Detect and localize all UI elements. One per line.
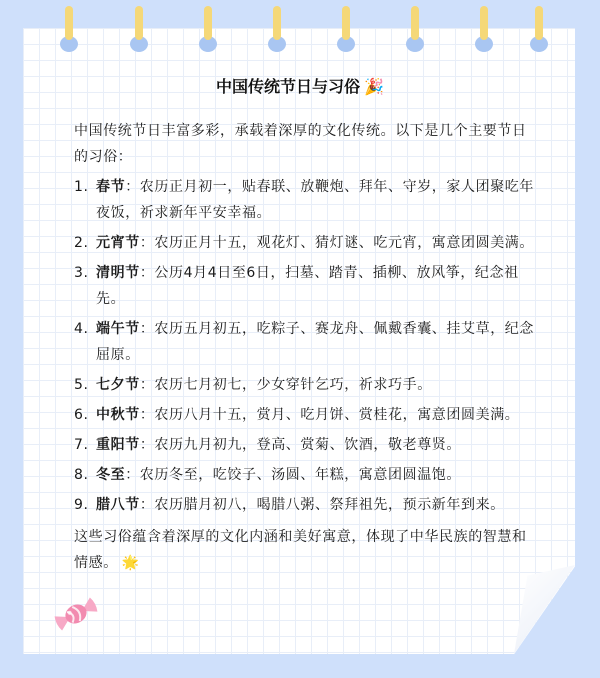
ring-bar (342, 6, 350, 40)
binder-ring (132, 0, 146, 50)
ring-bar (204, 6, 212, 40)
item-number: 1. (74, 179, 89, 195)
title-text: 中国传统节日与习俗 (216, 77, 361, 96)
binder-ring (532, 0, 546, 50)
item-number: 9. (74, 497, 89, 513)
binder-ring (339, 0, 353, 50)
intro-paragraph: 中国传统节日丰富多彩，承载着深厚的文化传统。以下是几个主要节日的习俗： (74, 123, 527, 165)
item-number: 4. (74, 321, 89, 337)
festival-name: 端午节 (96, 321, 140, 337)
festival-description: ：农历正月十五，观花灯、猜灯谜、吃元宵，寓意团圆美满。 (139, 235, 535, 251)
festival-list (74, 174, 538, 518)
festival-name: 七夕节 (96, 377, 140, 393)
festival-item (74, 432, 538, 458)
item-number: 5. (74, 377, 89, 393)
binder-ring (408, 0, 422, 50)
item-number: 3. (74, 265, 89, 281)
ring-bar (411, 6, 419, 40)
item-number: 7. (74, 437, 89, 453)
festival-item (74, 260, 538, 312)
festival-item (74, 372, 538, 398)
festival-name: 腊八节 (96, 497, 140, 513)
festival-description: ：农历冬至，吃饺子、汤圆、年糕，寓意团圆温饱。 (125, 467, 462, 483)
festival-name: 中秋节 (96, 407, 140, 423)
festival-description: ：农历八月十五，赏月、吃月饼、赏桂花，寓意团圆美满。 (139, 407, 520, 423)
binder-ring (201, 0, 215, 50)
festival-name: 元宵节 (96, 235, 140, 251)
binder-ring (270, 0, 284, 50)
ring-bar (535, 6, 543, 40)
festival-description: ：农历九月初九，登高、赏菊、饮酒，敬老尊贤。 (139, 437, 462, 453)
festival-item (74, 174, 538, 226)
binder-ring (62, 0, 76, 50)
ring-bar (135, 6, 143, 40)
festival-description: ：农历腊月初八，喝腊八粥、祭拜祖先，预示新年到来。 (139, 497, 505, 513)
festival-description: ：农历五月初五，吃粽子、赛龙舟、佩戴香囊、挂艾草，纪念屈原。 (96, 321, 535, 363)
festival-item (74, 462, 538, 488)
festival-name: 重阳节 (96, 437, 140, 453)
festival-name: 冬至 (96, 467, 126, 483)
festival-item (74, 402, 538, 428)
item-number: 8. (74, 467, 89, 483)
festival-description: ：农历正月初一，贴春联、放鞭炮、拜年、守岁，家人团聚吃年夜饭，祈求新年平安幸福。 (96, 179, 535, 221)
item-number: 2. (74, 235, 89, 251)
festival-item (74, 492, 538, 518)
sparkle-sun-icon: 🌟 (121, 555, 140, 571)
party-popper-icon: 🎉 (364, 77, 384, 96)
candy-icon (52, 594, 100, 634)
festival-description: ：公历4月4日至6日，扫墓、踏青、插柳、放风筝，纪念祖先。 (96, 265, 519, 307)
festival-item (74, 230, 538, 256)
item-number: 6. (74, 407, 89, 423)
festival-description: ：农历七月初七，少女穿针乞巧，祈求巧手。 (139, 377, 432, 393)
festival-name: 春节 (96, 179, 126, 195)
festival-item (74, 316, 538, 368)
article-body (74, 118, 538, 576)
ring-bar (480, 6, 488, 40)
outro-text: 这些习俗蕴含着深厚的文化内涵和美好寓意，体现了中华民族的智慧和情感。 (74, 529, 527, 571)
outro-paragraph (74, 524, 538, 576)
ring-bar (273, 6, 281, 40)
festival-name: 清明节 (96, 265, 140, 281)
ring-bar (65, 6, 73, 40)
binder-ring (477, 0, 491, 50)
page-title (0, 74, 600, 97)
